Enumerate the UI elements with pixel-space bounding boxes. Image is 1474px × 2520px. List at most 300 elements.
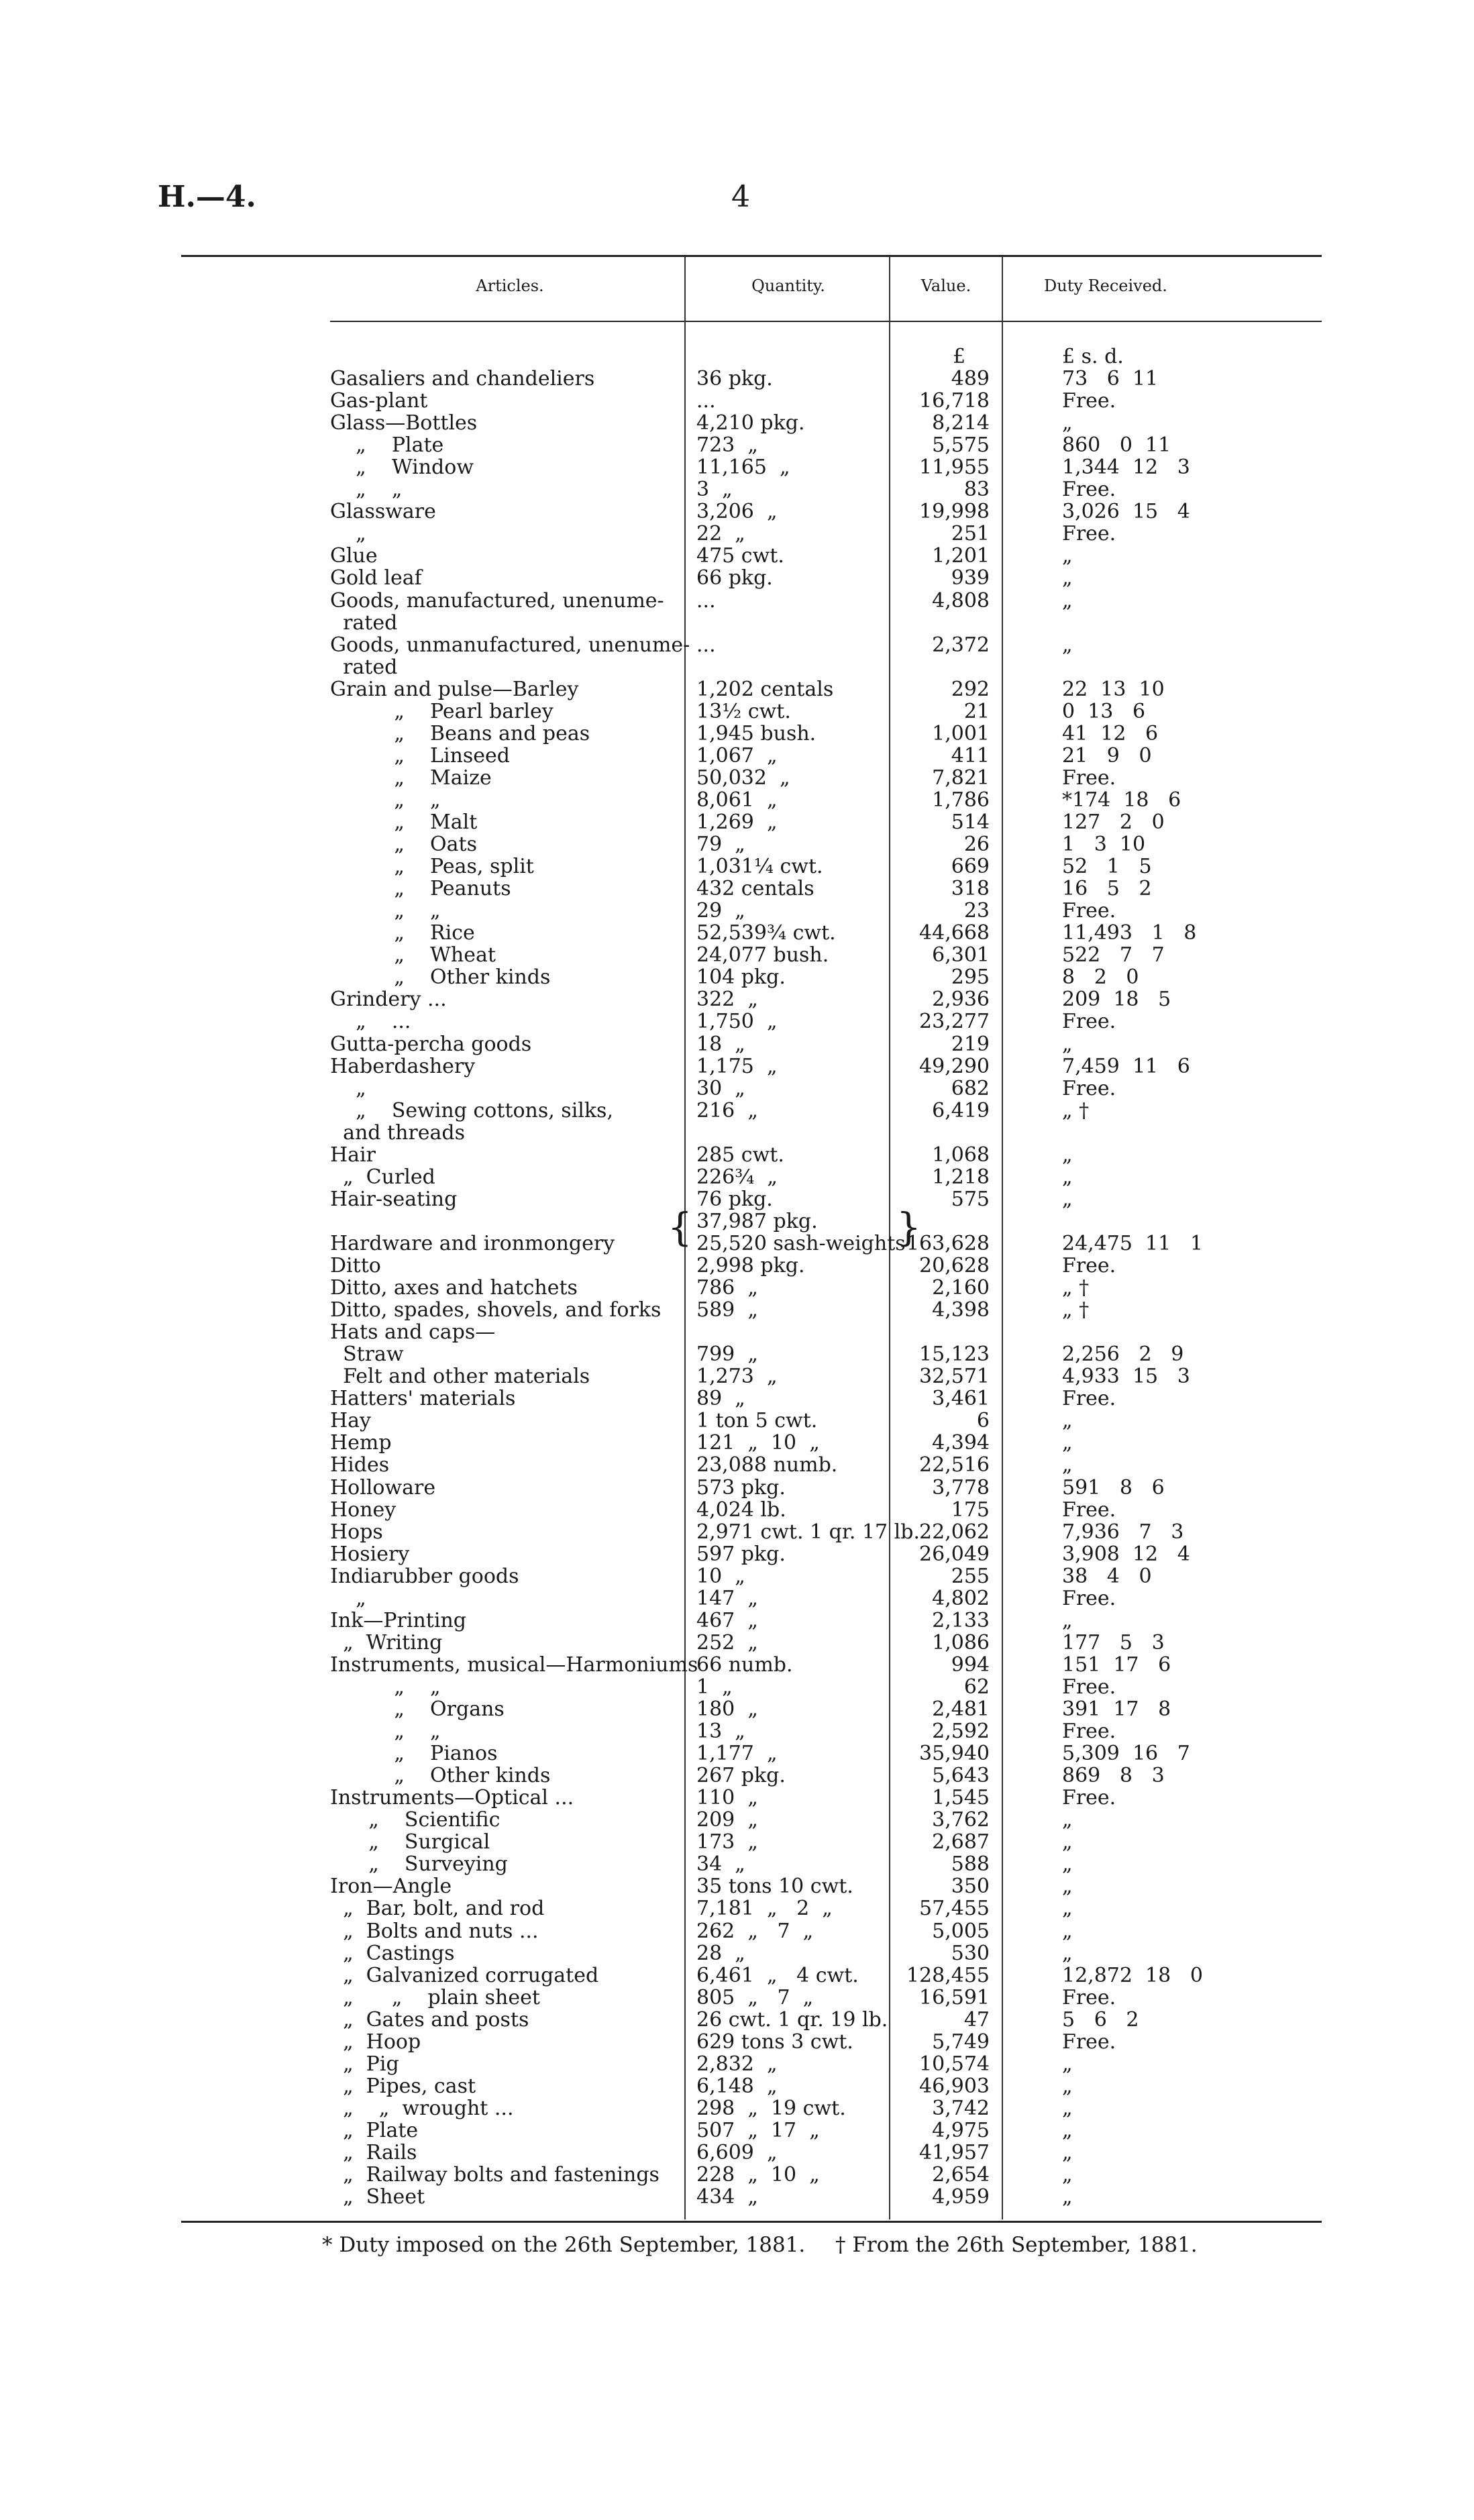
article-cell: „ Galvanized corrugated <box>330 1963 599 1987</box>
value-cell: 3,762 <box>932 1808 990 1832</box>
duty-cell: „ <box>1062 2074 1073 2098</box>
quantity-cell: 24,077 bush. <box>696 943 829 967</box>
duty-cell: „ <box>1062 2141 1073 2164</box>
duty-cell: Free. <box>1062 478 1116 502</box>
duty-cell: 3,026 15 4 <box>1062 500 1190 524</box>
article-cell: Hemp <box>330 1431 392 1455</box>
article-cell: Gold leaf <box>330 566 422 590</box>
quantity-cell: 3 „ <box>696 478 733 502</box>
quantity-cell: 1,269 „ <box>696 810 778 834</box>
duty-cell: 591 8 6 <box>1062 1475 1165 1500</box>
value-cell: 175 <box>951 1498 990 1522</box>
duty-cell: Free. <box>1062 1720 1116 1744</box>
value-cell: 588 <box>951 1852 990 1877</box>
value-cell: 3,461 <box>932 1387 990 1411</box>
quantity-cell: 104 pkg. <box>696 965 786 990</box>
table-row <box>0 988 1474 1010</box>
table-row <box>0 1100 1474 1122</box>
article-cell: „ Curled <box>330 1165 435 1189</box>
quantity-cell: 28 „ <box>696 1941 745 1965</box>
article-cell: „ Rails <box>330 2141 417 2164</box>
duty-cell: 0 13 6 <box>1062 699 1146 723</box>
quantity-cell: 7,181 „ 2 „ <box>696 1897 833 1921</box>
quantity-cell: 1,273 „ <box>696 1365 778 1389</box>
quantity-cell: 34 „ <box>696 1852 745 1877</box>
duty-cell: Free. <box>1062 1985 1116 2009</box>
article-cell: Hay <box>330 1409 371 1433</box>
duty-cell: 41 12 6 <box>1062 721 1159 745</box>
article-cell: „ „ <box>330 1675 441 1699</box>
table-row <box>0 1188 1474 1210</box>
value-cell: 16,718 <box>919 389 990 413</box>
table-row <box>0 1565 1474 1587</box>
value-cell: 5,643 <box>932 1764 990 1788</box>
value-cell: 994 <box>951 1652 990 1677</box>
value-cell: 255 <box>951 1564 990 1588</box>
article-cell: „ Railway bolts and fastenings <box>330 2163 660 2187</box>
duty-cell: 869 8 3 <box>1062 1764 1165 1788</box>
quantity-cell: 1,177 „ <box>696 1742 778 1766</box>
duty-cell: „ <box>1062 1608 1073 1632</box>
article-cell: „ Sewing cottons, silks, <box>330 1098 613 1122</box>
quantity-cell: 6,609 „ <box>696 2141 778 2164</box>
table-row <box>0 1033 1474 1055</box>
duty-cell: Free. <box>1062 1498 1116 1522</box>
quantity-cell: 76 pkg. <box>696 1187 773 1211</box>
article-cell: „ „ <box>330 478 403 502</box>
table-row <box>0 1676 1474 1698</box>
table-row <box>0 1410 1474 1432</box>
value-cell: 4,802 <box>932 1586 990 1610</box>
table-row <box>0 767 1474 789</box>
article-cell: „ Linseed <box>330 743 510 768</box>
quantity-cell: 11,165 „ <box>696 456 790 480</box>
article-cell: Ditto, spades, shovels, and forks <box>330 1298 662 1322</box>
value-cell: 23 <box>963 899 990 923</box>
value-cell: 318 <box>951 877 990 901</box>
quantity-cell: 1,067 „ <box>696 743 778 768</box>
article-cell: „ Sheet <box>330 2185 425 2209</box>
value-cell: 575 <box>951 1187 990 1211</box>
value-cell: 5,749 <box>932 2030 990 2054</box>
duty-cell: 209 18 5 <box>1062 988 1171 1012</box>
duty-cell: „ <box>1062 1165 1073 1189</box>
duty-cell: 5 6 2 <box>1062 2007 1139 2032</box>
duty-cell: 2,256 2 9 <box>1062 1343 1184 1367</box>
duty-cell: „ <box>1062 1808 1073 1832</box>
table-row <box>0 456 1474 478</box>
footnote-star: * Duty imposed on the 26th September, 1881. <box>322 2233 806 2257</box>
value-cell: 2,936 <box>932 988 990 1012</box>
quantity-cell: 1 ton 5 cwt. <box>696 1409 818 1433</box>
duty-cell: Free. <box>1062 1010 1116 1034</box>
value-cell: 1,068 <box>932 1143 990 1167</box>
quantity-cell: 121 „ 10 „ <box>696 1431 820 1455</box>
value-cell: 41,957 <box>919 2141 990 2164</box>
quantity-cell: 1,945 bush. <box>696 721 817 745</box>
table-row <box>0 700 1474 723</box>
duty-cell: *174 18 6 <box>1062 788 1181 812</box>
quantity-cell: 173 „ <box>696 1830 758 1854</box>
article-cell: Iron—Angle <box>330 1875 452 1899</box>
table-row <box>0 1055 1474 1078</box>
duty-cell: „ <box>1062 2163 1073 2187</box>
duty-cell: „ <box>1062 1852 1073 1877</box>
table-row <box>0 1587 1474 1610</box>
value-cell: 8,214 <box>932 411 990 435</box>
quantity-cell: 29 „ <box>696 899 745 923</box>
duty-cell: „ <box>1062 411 1073 435</box>
article-cell: Glue <box>330 544 378 568</box>
quantity-cell: 226¾ „ <box>696 1165 778 1189</box>
table-row <box>0 1742 1474 1765</box>
duty-cell: „ <box>1062 2185 1073 2209</box>
table-row <box>0 1321 1474 1343</box>
duty-cell: Free. <box>1062 522 1116 546</box>
quantity-cell: 22 „ <box>696 522 745 546</box>
table-row <box>0 1122 1474 1144</box>
article-cell: „ Maize <box>330 766 492 790</box>
quantity-cell: 252 „ <box>696 1630 758 1655</box>
units-row <box>0 346 1474 368</box>
table-row <box>0 1010 1474 1033</box>
column-header-articles: Articles. <box>476 276 544 295</box>
article-cell: „ Other kinds <box>330 1764 551 1788</box>
article-cell: „ Malt <box>330 810 478 834</box>
quantity-cell: 1,031¼ cwt. <box>696 855 823 879</box>
table-row <box>0 590 1474 612</box>
article-cell: Hops <box>330 1520 383 1544</box>
value-cell: 350 <box>951 1875 990 1899</box>
quantity-cell: 799 „ <box>696 1343 758 1367</box>
article-cell: „ Window <box>330 456 474 480</box>
value-cell: 1,001 <box>932 721 990 745</box>
quantity-cell: 723 „ <box>696 433 758 458</box>
quantity-cell: 475 cwt. <box>696 544 784 568</box>
article-cell: „ Surveying <box>330 1852 508 1877</box>
duty-cell: 1,344 12 3 <box>1062 456 1190 480</box>
quantity-cell: 209 „ <box>696 1808 758 1832</box>
duty-cell: „ <box>1062 588 1073 613</box>
value-cell: 22,516 <box>919 1453 990 1477</box>
duty-cell: Free. <box>1062 2030 1116 2054</box>
quantity-cell: 4,024 lb. <box>696 1498 786 1522</box>
article-cell: „ Gates and posts <box>330 2007 529 2032</box>
quantity-cell: 37,987 pkg. <box>696 1209 818 1233</box>
value-cell: 47 <box>963 2007 990 2032</box>
duty-unit: £ s. d. <box>1062 345 1124 368</box>
article-cell: Grindery ... <box>330 988 447 1012</box>
quantity-cell: 2,971 cwt. 1 qr. 17 lb. <box>696 1520 920 1544</box>
article-cell: „ „ <box>330 1720 441 1744</box>
article-cell: „ Peanuts <box>330 877 511 901</box>
article-cell: „ „ <box>330 788 441 812</box>
article-cell: Grain and pulse—Barley <box>330 677 579 701</box>
value-cell: 682 <box>951 1076 990 1100</box>
table-row <box>0 2164 1474 2186</box>
duty-cell: „ <box>1062 544 1073 568</box>
quantity-cell: 25,520 sash-weights <box>696 1231 906 1255</box>
duty-cell: „ <box>1062 1875 1073 1899</box>
quantity-cell: 805 „ 7 „ <box>696 1985 814 2009</box>
footnote-dagger: † From the 26th September, 1881. <box>835 2233 1198 2257</box>
duty-cell: Free. <box>1062 1254 1116 1277</box>
table-row <box>0 1144 1474 1166</box>
quantity-cell: 507 „ 17 „ <box>696 2118 820 2142</box>
value-cell: 32,571 <box>919 1365 990 1389</box>
quantity-cell: 589 „ <box>696 1298 758 1322</box>
table-row <box>0 545 1474 567</box>
table-row <box>0 723 1474 745</box>
duty-cell: Free. <box>1062 1586 1116 1610</box>
duty-cell: 5,309 16 7 <box>1062 1742 1190 1766</box>
duty-cell: „ <box>1062 1409 1073 1433</box>
duty-cell: 16 5 2 <box>1062 877 1152 901</box>
article-cell: „ Writing <box>330 1630 443 1655</box>
duty-cell: 8 2 0 <box>1062 965 1139 990</box>
article-cell: Hats and caps— <box>330 1320 496 1345</box>
duty-cell: 391 17 8 <box>1062 1697 1171 1721</box>
table-row <box>0 567 1474 589</box>
article-cell: „ Hoop <box>330 2030 421 2054</box>
table-row <box>0 390 1474 412</box>
quantity-cell: 10 „ <box>696 1564 745 1588</box>
duty-cell: „ <box>1062 2052 1073 2076</box>
table-row <box>0 1477 1474 1499</box>
value-cell: 4,959 <box>932 2185 990 2209</box>
quantity-cell: 13½ cwt. <box>696 699 791 723</box>
duty-cell: 177 5 3 <box>1062 1630 1165 1655</box>
article-cell: „ „ wrought ... <box>330 2096 514 2120</box>
article-cell: „ Bolts and nuts ... <box>330 1919 539 1943</box>
duty-cell: 7,459 11 6 <box>1062 1054 1190 1078</box>
article-cell: „ Other kinds <box>330 965 551 990</box>
quantity-cell: 6,461 „ 4 cwt. <box>696 1963 859 1987</box>
value-cell: 16,591 <box>919 1985 990 2009</box>
duty-cell: „ <box>1062 1830 1073 1854</box>
quantity-cell: 50,032 „ <box>696 766 790 790</box>
duty-cell: 73 6 11 <box>1062 367 1159 390</box>
table-row <box>0 1765 1474 1787</box>
article-cell: Instruments—Optical ... <box>330 1786 574 1810</box>
article-cell: „ Pig <box>330 2052 399 2076</box>
column-header-value: Value. <box>920 276 971 295</box>
duty-cell: „ † <box>1062 1298 1090 1322</box>
column-header-quantity: Quantity. <box>751 276 825 295</box>
article-cell: „ „ plain sheet <box>330 1985 540 2009</box>
table-row <box>0 1987 1474 2009</box>
table-row <box>0 1521 1474 1543</box>
article-cell: „ Pipes, cast <box>330 2074 476 2098</box>
table-row <box>0 1166 1474 1188</box>
duty-cell: 4,933 15 3 <box>1062 1365 1190 1389</box>
table-row <box>0 1543 1474 1565</box>
value-cell: 35,940 <box>919 1742 990 1766</box>
article-cell: „ Surgical <box>330 1830 490 1854</box>
table-row <box>0 1343 1474 1365</box>
value-cell: 5,575 <box>932 433 990 458</box>
duty-cell: 522 7 7 <box>1062 943 1165 967</box>
article-cell: „ Oats <box>330 833 477 857</box>
value-cell: 2,481 <box>932 1697 990 1721</box>
article-cell: Hair-seating <box>330 1187 458 1211</box>
value-cell: 2,592 <box>932 1720 990 1744</box>
value-cell: 4,394 <box>932 1431 990 1455</box>
table-row <box>0 1897 1474 1920</box>
quantity-cell: 216 „ <box>696 1098 758 1122</box>
article-cell: „ Organs <box>330 1697 505 1721</box>
value-cell: 3,742 <box>932 2096 990 2120</box>
quantity-cell: 8,061 „ <box>696 788 778 812</box>
duty-cell: 12,872 18 0 <box>1062 1963 1203 1987</box>
duty-cell: „ † <box>1062 1276 1090 1300</box>
value-cell: 2,133 <box>932 1608 990 1632</box>
quantity-cell: 89 „ <box>696 1387 745 1411</box>
quantity-cell: 267 pkg. <box>696 1764 786 1788</box>
value-cell: 7,821 <box>932 766 990 790</box>
table-row <box>0 1255 1474 1277</box>
table-row <box>0 478 1474 501</box>
table-row <box>0 922 1474 944</box>
table-row <box>0 1432 1474 1454</box>
table-row <box>0 2186 1474 2208</box>
table-row <box>0 1942 1474 1964</box>
bottom-rule <box>181 2221 1322 2223</box>
duty-cell: „ <box>1062 633 1073 657</box>
value-unit: £ <box>953 345 966 368</box>
value-cell: 46,903 <box>919 2074 990 2098</box>
article-cell: „ Pianos <box>330 1742 498 1766</box>
article-cell: Gutta-percha goods <box>330 1032 532 1056</box>
quantity-cell: 228 „ 10 „ <box>696 2163 820 2187</box>
quantity-cell: 262 „ 7 „ <box>696 1919 814 1943</box>
value-cell: 6 <box>976 1409 990 1433</box>
duty-cell: „ <box>1062 1453 1073 1477</box>
duty-cell: Free. <box>1062 899 1116 923</box>
duty-cell: 24,475 11 1 <box>1062 1231 1203 1255</box>
table-row <box>0 678 1474 700</box>
table-row <box>0 501 1474 523</box>
quantity-cell: 285 cwt. <box>696 1143 784 1167</box>
value-cell: 1,786 <box>932 788 990 812</box>
article-cell: Hatters' materials <box>330 1387 516 1411</box>
duty-cell: 11,493 1 8 <box>1062 921 1197 945</box>
header-rule <box>330 321 1322 322</box>
value-cell: 163,628 <box>906 1231 990 1255</box>
quantity-cell: 147 „ <box>696 1586 758 1610</box>
article-cell: „ <box>330 1076 366 1100</box>
quantity-cell: 432 centals <box>696 877 814 901</box>
value-cell: 22,062 <box>919 1520 990 1544</box>
quantity-cell: 467 „ <box>696 1608 758 1632</box>
table-row <box>0 1809 1474 1831</box>
value-cell: 10,574 <box>919 2052 990 2076</box>
quantity-cell: 2,832 „ <box>696 2052 778 2076</box>
value-cell: 49,290 <box>919 1054 990 1078</box>
duty-cell: „ <box>1062 1431 1073 1455</box>
duty-cell: Free. <box>1062 1387 1116 1411</box>
article-cell: „ <box>330 522 366 546</box>
article-cell: „ Plate <box>330 433 444 458</box>
value-cell: 292 <box>951 677 990 701</box>
quantity-cell: 1,750 „ <box>696 1010 778 1034</box>
article-cell: „ Castings <box>330 1941 455 1965</box>
quantity-cell: 79 „ <box>696 833 745 857</box>
value-cell: 11,955 <box>919 456 990 480</box>
quantity-cell: 52,539¾ cwt. <box>696 921 836 945</box>
value-cell: 530 <box>951 1941 990 1965</box>
table-row <box>0 1720 1474 1742</box>
table-row <box>0 789 1474 811</box>
quantity-cell: 1,202 centals <box>696 677 834 701</box>
quantity-cell: 6,148 „ <box>696 2074 778 2098</box>
table-row <box>0 2097 1474 2119</box>
article-cell: Haberdashery <box>330 1054 476 1078</box>
quantity-cell: 18 „ <box>696 1032 745 1056</box>
article-cell: Ditto <box>330 1254 381 1277</box>
value-cell: 295 <box>951 965 990 990</box>
quantity-cell: 3,206 „ <box>696 500 778 524</box>
article-cell: and threads <box>330 1120 465 1145</box>
duty-cell: 38 4 0 <box>1062 1564 1152 1588</box>
table-row <box>0 1831 1474 1853</box>
duty-cell: Free. <box>1062 1786 1116 1810</box>
table-row <box>0 2031 1474 2053</box>
value-cell: 57,455 <box>919 1897 990 1921</box>
duty-cell: 127 2 0 <box>1062 810 1165 834</box>
value-cell: 3,778 <box>932 1475 990 1500</box>
value-cell: 411 <box>951 743 990 768</box>
value-cell: 251 <box>951 522 990 546</box>
left-brace: { <box>668 1204 692 1250</box>
quantity-cell: 110 „ <box>696 1786 758 1810</box>
table-row <box>0 878 1474 900</box>
value-cell: 514 <box>951 810 990 834</box>
value-cell: 1,545 <box>932 1786 990 1810</box>
column-header-duty: Duty Received. <box>1044 276 1167 295</box>
table-row <box>0 1232 1474 1255</box>
duty-cell: „ <box>1062 1941 1073 1965</box>
article-cell: Glassware <box>330 500 436 524</box>
article-cell: „ Rice <box>330 921 475 945</box>
quantity-cell: 434 „ <box>696 2185 758 2209</box>
article-cell: Straw <box>330 1343 404 1367</box>
table-row <box>0 944 1474 966</box>
value-cell: 4,975 <box>932 2118 990 2142</box>
table-row <box>0 656 1474 678</box>
article-cell: „ Beans and peas <box>330 721 590 745</box>
quantity-cell: 597 pkg. <box>696 1542 786 1566</box>
article-cell: Instruments, musical—Harmoniums <box>330 1652 698 1677</box>
quantity-cell: 322 „ <box>696 988 758 1012</box>
table-row <box>0 1632 1474 1654</box>
quantity-cell: 13 „ <box>696 1720 745 1744</box>
table-row <box>0 1787 1474 1809</box>
duty-cell: „ <box>1062 2118 1073 2142</box>
top-rule <box>181 255 1322 257</box>
table-row <box>0 2075 1474 2097</box>
right-brace: } <box>896 1204 921 1250</box>
table-row <box>0 612 1474 634</box>
value-cell: 62 <box>963 1675 990 1699</box>
table-row <box>0 1920 1474 1942</box>
article-cell: „ Bar, bolt, and rod <box>330 1897 545 1921</box>
article-cell: Hides <box>330 1453 390 1477</box>
duty-cell: 22 13 10 <box>1062 677 1165 701</box>
article-cell: Hosiery <box>330 1542 410 1566</box>
table-row <box>0 368 1474 390</box>
value-cell: 5,005 <box>932 1919 990 1943</box>
